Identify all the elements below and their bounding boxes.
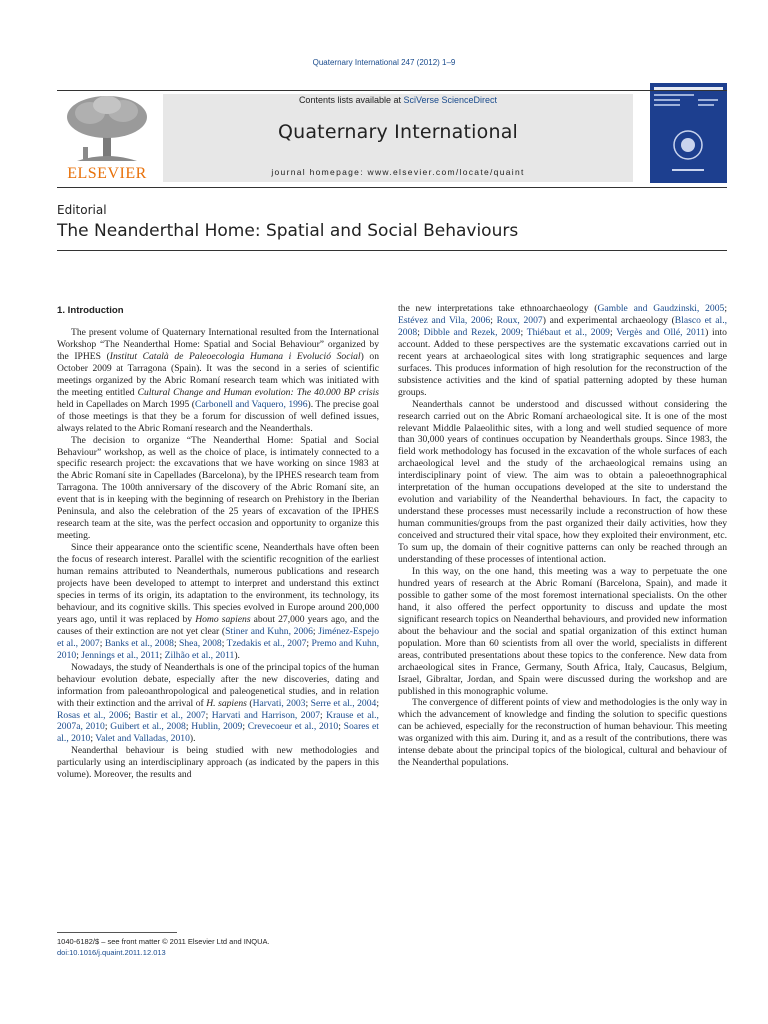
text-run: ; [320, 709, 327, 721]
text-run: held in Capellades on March 1995 ( [57, 398, 195, 410]
text-run: ) on October 2009 at Tarragona (Spain). It was the second in a series of scientific meetings organized by the Abric Romaní research team which was initiated with the meeting entitled [57, 350, 380, 398]
text-run: about 27,000 years ago, and the causes of their extinction are not yet clear ( [57, 613, 380, 637]
reference-link[interactable]: Tzedakis et al., 2007 [226, 637, 307, 649]
text-run: ; [128, 709, 135, 721]
elsevier-wordmark: ELSEVIER [67, 165, 147, 182]
doi-link[interactable]: doi:10.1016/j.quaint.2011.12.013 [57, 948, 166, 957]
paragraph [57, 662, 379, 746]
title-rule [57, 250, 727, 251]
text-run: ; [417, 326, 424, 338]
paragraph [57, 327, 379, 435]
reference-link[interactable]: Roux, 2007 [496, 314, 543, 326]
journal-title: Quaternary International [277, 121, 519, 143]
italic-term: Cultural Change and Human evolution: The 40.000 BP crisis [137, 386, 379, 398]
sciencedirect-link[interactable]: SciVerse ScienceDirect [403, 95, 498, 105]
text-run: ; [724, 303, 727, 314]
reference-link[interactable]: Jiménez-Espejo et al., 2007 [57, 625, 379, 649]
reference-link[interactable]: Blasco et al., 2008 [398, 314, 727, 338]
reference-link[interactable]: Harvati and Harrison, 2007 [211, 709, 320, 721]
paragraph [398, 566, 727, 697]
text-run: In this way, on the one hand, this meeting was a way to perpetuate the one hundred years of research at the Abric Romaní (Barcelona, Spain), and made it possible to gather some of the most foremost international specialists. On the other hand, it also offered the perfect opportunity to discuss and update the most significant research topics on Neanderthal behaviours, and provided new information about the behaviour and the social and spatial organization of this extinct human population. More than 60 scientists from all over the world, specialists in different areas, contributed presentations about these topics to the conference. New data from archaeological sites in France, Germany, South Africa, Italy, Caucasus, Belgium, Israel, Gibraltar, Jordan, and Spain were discussed during the workshop and are published in this monographic volume. [398, 565, 727, 697]
reference-link[interactable]: Rosas et al., 2006 [57, 709, 129, 721]
text-run: ) into account. Added to these perspectives are the systematic excavations carried out in recent years at archaeological sites with long stratigraphic sequences and large surfaces. This produces information of high resolution for the reconstruction of the subsistence activities and the kind of spatial patterning adopted by these human groups. [398, 326, 727, 398]
text-run: ; [173, 637, 180, 649]
reference-link[interactable]: Premo and Kuhn, 2010 [57, 637, 380, 661]
footer [57, 936, 270, 958]
contents-prefix: Contents lists available at [298, 95, 404, 105]
journal-citation: Quaternary International 247 (2012) 1–9 [312, 58, 456, 67]
text-run: The present volume of Quaternary International resulted from the International Workshop “The Neanderthal Home: Spatial and Social Behaviour” organized by the IPHES ( [57, 327, 379, 362]
reference-link[interactable]: Carbonell and Vaquero, 1996 [195, 398, 308, 410]
journal-homepage[interactable]: journal homepage: www.elsevier.com/locate/quaint [271, 167, 525, 177]
text-run: The decision to organize “The Neanderthal Home: Spatial and Social Behaviour” workshop, as well as the choice of place, is intimately connected to a specific research project: the excavations that we have working on since 1983 at the Abric Romaní site in Capellades (Barcelona), by the IPHES research team from Tarragona. The 100th anniversary of the discovery of the Abric Romaní site, an event that is in keeping with the beginning of research on Prehistory in the Iberian Peninsula, and also the celebration of the 25 years of excavation of the IPHES research team at the site, was the perfect occasion and opportunity to organize this meeting. [57, 434, 379, 542]
text-run: Neanderthal behaviour is being studied with new methodologies and particularly using an interdisciplinary approach (as indicated by the papers in this volume). Moreover, the results and [57, 745, 379, 781]
reference-link[interactable]: Jennings et al., 2011 [81, 649, 160, 661]
reference-link[interactable]: Valet and Valladas, 2010 [95, 733, 190, 745]
text-run: ; [376, 697, 379, 709]
issn-line: 1040-6182/$ – see front matter © 2011 Elsevier Ltd and INQUA. [57, 937, 270, 946]
text-run: the new interpretations take ethnoarchaeology ( [398, 303, 598, 314]
reference-link[interactable]: Serre et al., 2004 [310, 697, 377, 709]
paragraph [398, 303, 727, 399]
reference-link[interactable]: Hublin, 2009 [191, 721, 243, 733]
text-run: ; [221, 637, 227, 649]
text-run: Nowadays, the study of Neanderthals is one of the principal topics of the human behaviour evolution debate, especially after the new discoveries, dating and information from paleoanthropological and paleogenetical studies, and in relation with their extinction and the arrival of [57, 661, 379, 709]
contents-line [163, 95, 633, 105]
reference-link[interactable]: Harvati, 2003 [252, 697, 306, 709]
top-rule [57, 90, 727, 91]
text-run: ; [520, 326, 527, 338]
paragraph [57, 435, 379, 543]
text-run: ; [185, 721, 192, 733]
reference-link[interactable]: Estévez and Vila, 2006 [398, 314, 491, 326]
reference-link[interactable]: Banks et al., 2008 [104, 637, 174, 649]
footer-rule [57, 932, 177, 933]
text-run: ( [246, 697, 253, 709]
text-run: The convergence of different points of view and methodologies is the only way in which the advancement of knowledge and finding the solution to specific questions can be achieved, especially for the reconstruction of human behaviour. This meeting was organized with this aim. During it, and as a result of the contributions, there was intense debate about the principal topics of the biological, cultural and behaviour of the Neanderthal populations. [398, 697, 727, 769]
text-run: ; [312, 625, 319, 637]
text-run: ; [306, 637, 312, 649]
text-run: ) and experimental archaeology ( [542, 314, 675, 326]
text-run: ; [338, 721, 344, 733]
left-column [57, 327, 379, 781]
paragraph [398, 697, 727, 769]
reference-link[interactable]: Bastir et al., 2007 [134, 709, 206, 721]
reference-link[interactable]: Vergès and Ollé, 2011 [616, 326, 706, 338]
article-title: The Neanderthal Home: Spatial and Social Behaviours [57, 221, 519, 241]
text-run: ). [234, 649, 240, 661]
text-run: ). The precise goal of those meetings is that they be a forum for discussion of well defined issues, always related to the Abric Romaní research and the Neanderthals. [57, 398, 379, 434]
reference-link[interactable]: Krause et al., 2007a, 2010 [57, 709, 379, 733]
right-column [398, 303, 727, 769]
reference-link[interactable]: Stiner and Kuhn, 2006 [225, 625, 313, 637]
text-run: ; [609, 326, 617, 338]
section-heading: 1. Introduction [57, 305, 124, 316]
text-run: ; [242, 721, 248, 733]
italic-term: Homo sapiens [195, 613, 251, 625]
italic-term: Institut Català de Paleoecologia Humana i Evolució Social [109, 350, 361, 362]
reference-link[interactable]: Guibert et al., 2008 [110, 721, 186, 733]
reference-link[interactable]: Dibble and Rezek, 2009 [423, 326, 521, 338]
paragraph [398, 399, 727, 566]
text-run: ; [159, 649, 165, 661]
text-run: ; [99, 637, 105, 649]
text-run: ). [189, 733, 196, 745]
text-run: Since their appearance onto the scientific scene, Neanderthals have often been the focus of research interest. Parallel with the scientific recognition of the earliest human remains attributed to Neanderthals, numerous publications and research projects have been developed to attempt to interpret and understand this extinct species in terms of its origin, its adaptation to the environment, its technology, its behaviour, and its cognitive skills. This species evolved in Europe around 200,000 years ago, until it was replaced by [57, 542, 379, 625]
article-type: Editorial [57, 203, 107, 217]
text-run: ; [205, 709, 212, 721]
italic-term: H. sapiens [206, 697, 247, 709]
reference-link[interactable]: Zilhão et al., 2011 [164, 649, 235, 661]
text-run: ; [76, 649, 82, 661]
text-run: ; [90, 733, 96, 745]
reference-link[interactable]: Gamble and Gaudzinski, 2005 [597, 303, 725, 314]
text-run: ; [305, 697, 311, 709]
text-run: Neanderthals cannot be understood and discussed without considering the research carried out on the Abric Romaní archaeological site. It is one of the most relevant Middle Palaeolithic sites, with a long and well studied sequence of more than 30,000 years of continues occupation by Neanderthals groups. Since 1983, the field work methodology has focused in the excavation of the whole surfaces of each archaeological level and the study of the archaeological remains using an interdisciplinary point of view. The aim was to obtain a paleoethnographical interpretation of the human occupations developed at the site to understand the evolution and variability of the Neanderthal behaviours. In fact, the capacity to understand these processes must necessarily include a reconstruction of how these human communities/groups from the past organized their daily activities, how they conceived and structured their vital space, how they exploited their environment, etc. To sum up, the domain of their cognitive patterns can only be reached through an understanding of these processes of intentional action. [398, 398, 727, 566]
text-run: ; [490, 314, 497, 326]
text-run: ; [104, 721, 111, 733]
reference-link[interactable]: Crevecoeur et al., 2010 [247, 721, 339, 733]
journal-cover-thumbnail [650, 83, 727, 183]
reference-link[interactable]: Soares et al., 2010 [57, 721, 379, 745]
paragraph [57, 745, 379, 781]
paragraph [57, 542, 379, 662]
header-bottom-rule [57, 187, 727, 188]
reference-link[interactable]: Thiébaut et al., 2009 [526, 326, 610, 338]
reference-link[interactable]: Shea, 2008 [179, 637, 222, 649]
